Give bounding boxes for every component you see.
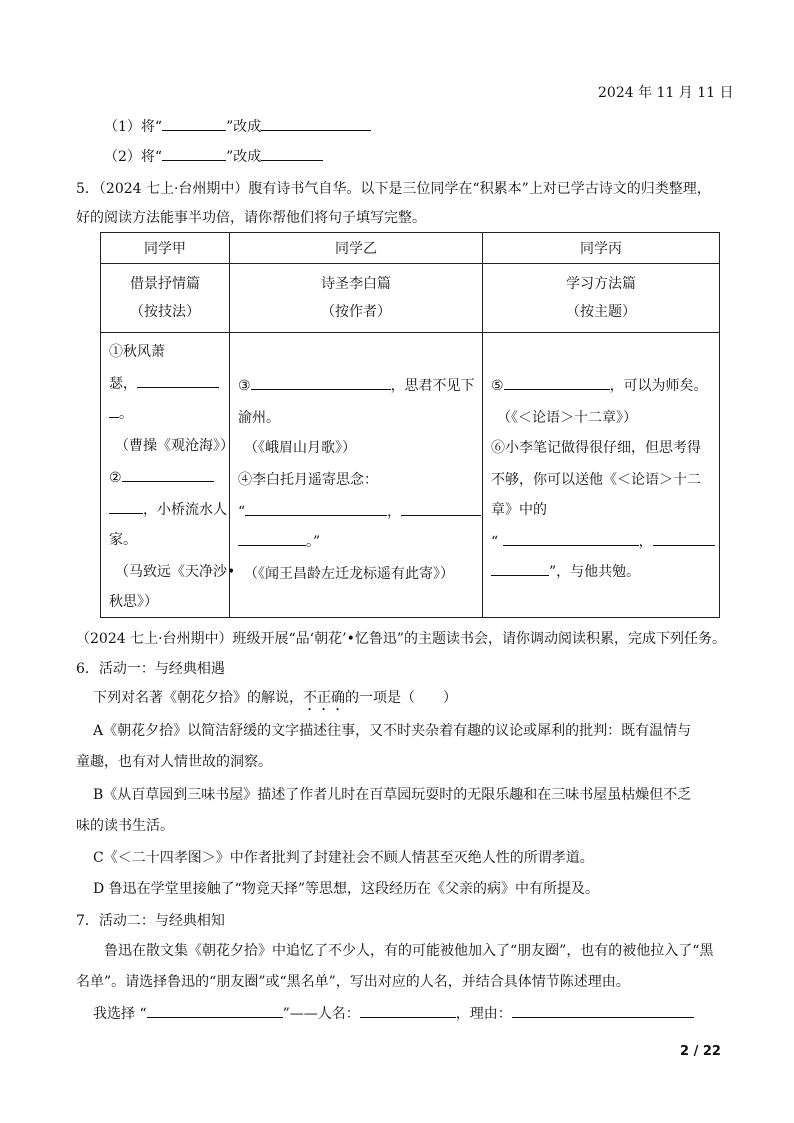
answer-blank[interactable] <box>109 499 143 514</box>
q5-stem-line-1: 5．（2024 七上·台州期中）腹有诗书气自华。以下是三位同学在“积累本”上对已学古诗文的归类整理， <box>76 181 711 197</box>
page-number: 2 / 22 <box>680 1044 721 1059</box>
q5-stem-line-2: 好的阅读方法能事半功倍，请你帮他们将句子填写完整。 <box>76 210 426 226</box>
table-header-c: 同学丙 <box>483 233 720 264</box>
answer-blank[interactable] <box>137 373 219 388</box>
answer-blank[interactable] <box>109 403 119 418</box>
q7-paragraph-line-2: 名单”。请选择鲁迅的“朋友圈”或“黑名单”，写出对应的人名，并结合具体情节陈述理由。 <box>76 974 630 990</box>
column-c-content: ⑤ ，可以为师矣。 （《＜论语＞十二章》） ⑥小李笔记做得很仔细，但思考得 不够，你可以送他《＜论语＞十二 章》中的 “ ， ”，与他共勉。 <box>483 333 720 618</box>
category-b: 诗圣李白篇 （按作者） <box>230 264 483 333</box>
q4-line-2: （2）将“ ”改成 <box>104 146 323 166</box>
q6-stem: 下列对名著《朝花夕拾》的解说，不正确的一项是（ ） <box>93 690 457 706</box>
answer-blank[interactable] <box>122 467 214 482</box>
answer-blank[interactable] <box>504 375 610 390</box>
q6-title: 6．活动一：与经典相遇 <box>76 661 225 677</box>
category-c: 学习方法篇 （按主题） <box>483 264 720 333</box>
poetry-table <box>100 232 720 618</box>
q6-option-c[interactable]: C《＜二十四孝图＞》中作者批判了封建社会不顾人情甚至灭绝人性的所谓孝道。 <box>93 850 594 866</box>
column-a-content: ①秋风萧 瑟， 。 （曹操《观沧海》） ② ，小桥流水人 家。 （马致远《天净沙• 秋思》） <box>101 333 230 618</box>
answer-blank[interactable] <box>261 146 323 161</box>
answer-blank[interactable] <box>245 501 387 516</box>
q6-option-d[interactable]: D 鲁迅在学堂里接触了“物竞天择”等思想，这段经历在《父亲的病》中有所提及。 <box>93 881 599 897</box>
answer-blank[interactable] <box>238 531 306 546</box>
q6-option-a-line-2: 童趣，也有对人情世故的洞察。 <box>76 754 272 770</box>
name-blank[interactable] <box>360 1003 456 1018</box>
q6-option-b-line-2: 味的读书生活。 <box>76 818 174 834</box>
answer-blank[interactable] <box>491 561 549 576</box>
category-a: 借景抒情篇 （按技法） <box>101 264 230 333</box>
q6-option-a-line-1[interactable]: A《朝花夕拾》以简洁舒缓的文字描述往事，又不时夹杂着有趣的议论或犀利的批判：既有温情与 <box>93 723 692 739</box>
q7-paragraph-line-1: 鲁迅在散文集《朝花夕拾》中追忆了不少人，有的可能被他加入了“朋友圈”，也有的被他拉入了“黑 <box>104 943 714 959</box>
answer-blank[interactable] <box>251 375 391 390</box>
answer-blank[interactable] <box>261 116 371 131</box>
q7-answer-line: 我选择 “ ”——人名： ，理由： <box>93 1003 694 1023</box>
answer-blank[interactable] <box>162 116 226 131</box>
choice-blank[interactable] <box>147 1003 283 1018</box>
answer-blank[interactable] <box>653 531 715 546</box>
document-date: 2024 年 11 月 11 日 <box>598 85 734 101</box>
section-intro: （2024 七上·台州期中）班级开展“品‘朝花’•忆鲁迅”的主题读书会，请你调动阅读积累，完成下列任务。 <box>76 631 726 647</box>
reason-blank[interactable] <box>512 1003 694 1018</box>
q6-option-b-line-1[interactable]: B《从百草园到三味书屋》描述了作者儿时在百草园玩耍时的无限乐趣和在三味书屋虽枯燥但不乏 <box>93 787 692 803</box>
q4-line-1: （1）将“ ”改成 <box>104 116 371 136</box>
q7-title: 7．活动二：与经典相知 <box>76 913 225 929</box>
answer-blank[interactable] <box>503 531 639 546</box>
table-header-a: 同学甲 <box>101 233 230 264</box>
answer-blank[interactable] <box>401 501 481 516</box>
column-b-content: ③ ，思君不见下 渝州。 （《峨眉山月歌》） ④李白托月遥寄思念： “ ， 。” （《闻王昌龄左迁龙标遥有此寄》） <box>230 333 483 618</box>
answer-blank[interactable] <box>162 146 226 161</box>
table-header-b: 同学乙 <box>230 233 483 264</box>
